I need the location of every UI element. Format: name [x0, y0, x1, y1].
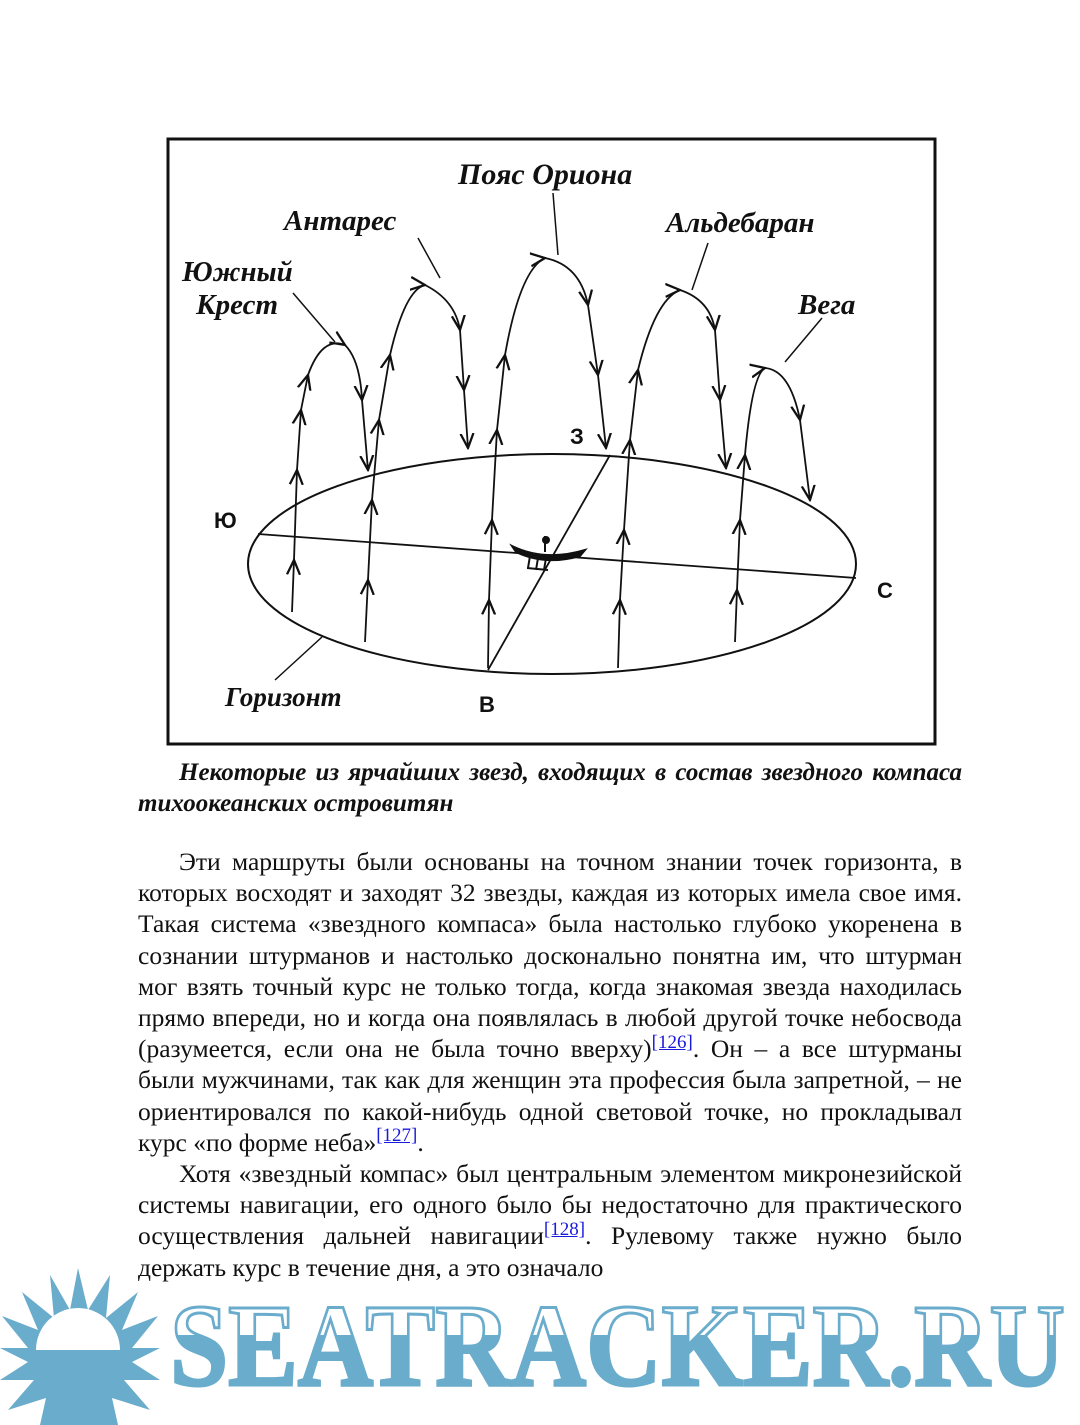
track-southern-cross [292, 343, 368, 612]
label-east: В [479, 692, 495, 717]
label-west: З [570, 424, 584, 449]
track-antares [365, 285, 468, 642]
label-southern-cross-2: Крест [196, 289, 279, 321]
text: . Рулевому также нужно было держать курс в течение дня, а это означало [138, 1221, 962, 1282]
label-aldebaran: Альдебаран [666, 207, 815, 239]
sun-icon [0, 1268, 160, 1425]
track-aldebaran [618, 290, 726, 668]
label-southern-cross-1: Южный [182, 256, 293, 288]
text: . [417, 1127, 424, 1157]
star-tracks [292, 258, 810, 668]
label-south: Ю [214, 508, 237, 533]
leader-lines [275, 193, 822, 680]
label-north: С [877, 578, 893, 603]
footnote-link-128[interactable]: [128] [543, 1218, 586, 1240]
text: Эти маршруты были основаны на точном знании точек горизонта, в которых восходят и заходят 32 звезды, каждая из которых имела свое имя. Такая система «звездного компаса» была настолько глубоко укоренена в сознании штурманов и настолько досконально понятна им, что штурман мог взять точный курс не только тогда, когда знакомая звезда находилась прямо впереди, но и когда она появлялась в любой другой точке небосвода (разумеется, если она не была точно вверху) [138, 847, 962, 1064]
watermark-text: SEATRACKER.RU [170, 1280, 1065, 1411]
horizon-ellipse [248, 454, 856, 674]
east-west-line [488, 455, 610, 670]
figure-caption: Некоторые из ярчайших звезд, входящих в состав звездного компаса тихоокеанских островитян [138, 759, 962, 817]
label-antares: Антарес [284, 205, 397, 237]
label-vega: Вега [798, 289, 856, 321]
watermark-logo [0, 1265, 1080, 1425]
body-text [138, 846, 962, 1283]
paragraph [138, 846, 962, 1158]
footnote-link-126[interactable]: [126] [651, 1031, 693, 1053]
label-orion: Пояс Ориона [458, 158, 633, 191]
track-vega [735, 368, 810, 642]
star-compass-figure [160, 130, 945, 755]
footnote-link-127[interactable]: [127] [376, 1125, 418, 1147]
label-horizon: Горизонт [225, 682, 342, 712]
text: Хотя «звездный компас» был центральным элементом микронезийской системы навигации, его одного было бы недостаточно для практического осуществления дальней навигации [138, 1159, 962, 1251]
text: . Он – а все штурманы были мужчинами, так как для женщин эта профессия была запретной, – не ориентировался по какой-нибудь одной световой точке, но прокладывал курс «по форме неба» [138, 1034, 962, 1157]
track-orion [488, 258, 606, 668]
